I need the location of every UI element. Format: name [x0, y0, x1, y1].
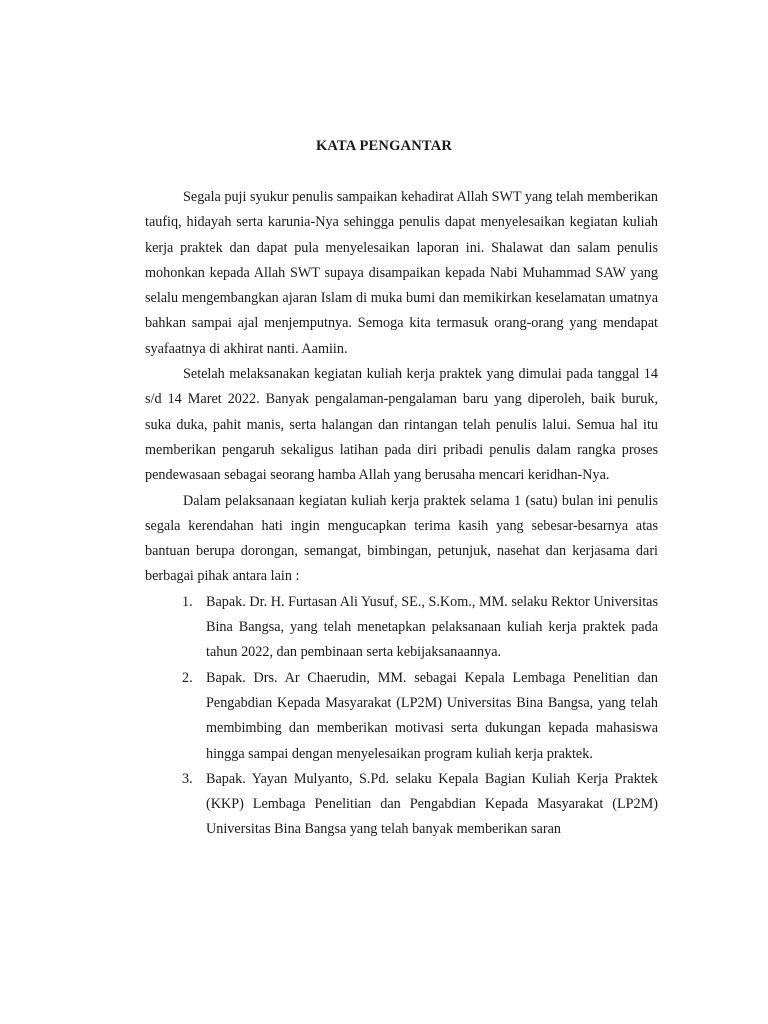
list-number: 3. — [182, 770, 193, 787]
list-item — [145, 767, 658, 843]
list-item — [145, 590, 658, 666]
acknowledgement-list — [145, 590, 658, 843]
paragraph: Segala puji syukur penulis sampaikan kehadirat Allah SWT yang telah memberikan taufiq, hidayah serta karunia-Nya sehingga penulis dapat menyelesaikan kegiatan kuliah kerja praktek dan dapat pula menyelesaikan laporan ini. Shalawat dan salam penulis mohonkan kepada Allah SWT supaya disampaikan kepada Nabi Muhammad SAW yang selalu mengembangkan ajaran Islam di muka bumi dan memikirkan keselamatan umatnya bahkan sampai ajal menjemputnya. Semoga kita termasuk orang-orang yang mendapat syafaatnya di akhirat nanti. Aamiin. — [145, 189, 658, 357]
list-item — [145, 666, 658, 767]
page-title: KATA PENGANTAR — [315, 138, 453, 154]
list-number: 1. — [182, 593, 193, 610]
list-item-text: Bapak. Drs. Ar Chaerudin, MM. sebagai Kepala Lembaga Penelitian dan Pengabdian Kepada Masyarakat (LP2M) Universitas Bina Bangsa, yang telah membimbing dan memberikan motivasi serta dukungan kepada mahasiswa hingga sampai dengan menyelesaikan program kuliah kerja praktek. — [206, 669, 658, 762]
paragraph: Dalam pelaksanaan kegiatan kuliah kerja praktek selama 1 (satu) bulan ini penulis segala kerendahan hati ingin mengucapkan terima kasih yang sebesar-besarnya atas bantuan berupa dorongan, semangat, bimbingan, petunjuk, nasehat dan kerjasama dari berbagai pihak antara lain : — [145, 492, 658, 585]
list-item-text: Bapak. Dr. H. Furtasan Ali Yusuf, SE., S.Kom., MM. selaku Rektor Universitas Bina Bangsa, yang telah menetapkan pelaksanaan kuliah kerja praktek pada tahun 2022, dan pembinaan serta kebijaksanaannya. — [206, 593, 658, 661]
paragraph: Setelah melaksanakan kegiatan kuliah kerja praktek yang dimulai pada tanggal 14 s/d 14 Maret 2022. Banyak pengalaman-pengalaman baru yang diperoleh, baik buruk, suka duka, pahit manis, serta halangan dan rintangan telah penulis lalui. Semua hal itu memberikan pengaruh sekaligus latihan pada diri pribadi penulis dalam rangka proses pendewasaan sebagai seorang hamba Allah yang berusaha mencari keridhan-Nya. — [145, 366, 658, 484]
document-body — [145, 185, 658, 843]
list-item-text: Bapak. Yayan Mulyanto, S.Pd. selaku Kepala Bagian Kuliah Kerja Praktek (KKP) Lembaga Penelitian dan Pengabdian Kepada Masyarakat (LP2M) Universitas Bina Bangsa yang telah banyak memberikan saran — [206, 770, 658, 838]
list-number: 2. — [182, 669, 193, 686]
